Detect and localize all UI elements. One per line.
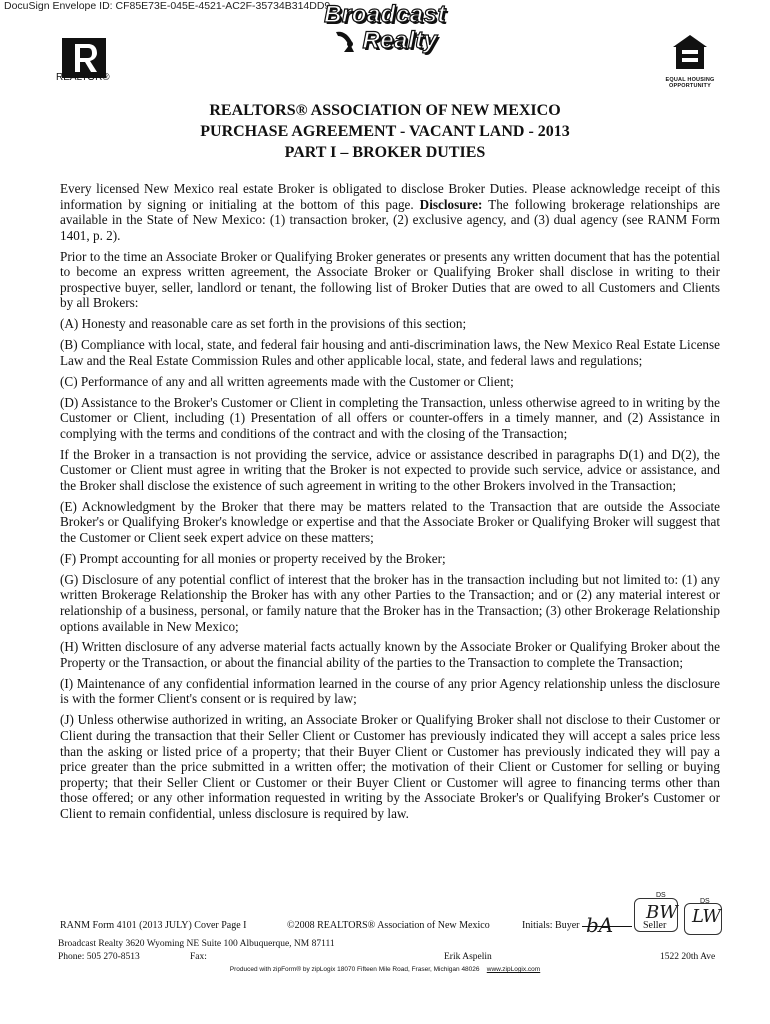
property-address: 1522 20th Ave [660,952,716,962]
duty-b: (B) Compliance with local, state, and federal fair housing and anti-discrimination laws, the New Mexico Real Estate License Law and the Real Estate Commission Rules and other applicable local, state, and federal laws and regulations; [60,337,720,368]
intro-text-1: Every licensed New Mexico real estate Broker is obligated to disclose Broker Duties. Please acknowledge receipt of this information by signing or initialing at the bottom of this page. [60,181,720,212]
duty-g: (G) Disclosure of any potential conflict of interest that the broker has in the transaction including but not limited to: (1) any written Brokerage Relationship the Broker has with any other Parties to the Transaction; and or (2) any material interest or relationship of a business, personal, or family nature that the Broker has in the Transaction; (3) other Brokerage Relationship options available in New Mexico; [60,571,720,634]
initials-buyer-label: Initials: Buyer [522,920,580,931]
document-body [60,181,720,827]
produced-text: Produced with zipForm® by zipLogix 18070 Fifteen Mile Road, Fraser, Michigan 48026 [229,966,480,973]
equal-housing-logo [664,32,716,89]
eho-line-1: EQUAL HOUSING [665,77,715,83]
copyright: ©2008 REALTORS® Association of New Mexico [287,920,490,931]
duty-j: (J) Unless otherwise authorized in writing, an Associate Broker or Qualifying Broker shall not disclose to their Customer or Client during the transaction that their Seller Client or Customer has previously indicated they will accept a sales price less than the asking or listed price of a property; that their Buyer Client or Customer has previously indicated they will pay a price greater than the price submitted in a written offer; the motivation of their Client or Customer for selling or buying property; that their Seller Client or Customer or their Buyer Client or Customer will agree to financing terms other than those offered; or any other information requested in writing by the Associate Broker's or Qualifying Broker's Customer or Client to remain confidential, unless disclosure is required by law. [60,712,720,821]
intro-text-2: The following brokerage relationships are available in the State of New Mexico: (1) transaction broker, (2) exclusive agency, and (3) dual agency (see RANM Form 1401, p. 2). [60,196,720,243]
buyer-initials-line[interactable] [582,926,632,927]
duty-i: (I) Maintenance of any confidential information learned in the course of any prior Agency relationship unless the disclosure is with the former Client's consent or is required by law; [60,675,720,707]
seller-initials-1: BW [646,902,678,923]
agent-name: Erik Aspelin [444,952,492,962]
broadcast-realty-logo [310,2,460,54]
duty-a: (A) Honesty and reasonable care as set forth in the provisions of this section; [60,316,467,332]
broker-phone: Phone: 505 270-8513 [58,952,140,962]
realtor-label: REALTOR® [56,72,110,83]
form-id: RANM Form 4101 (2013 JULY) Cover Page I [60,920,247,931]
brand-line-1: Broadcast [324,1,446,28]
buyer-initials: bA [586,913,614,937]
produced-by-line [0,966,770,973]
docusign-envelope-id: DocuSign Envelope ID: CF85E73E-045E-4521-AC2F-35734B314DD9 [4,0,331,12]
broker-address: Broadcast Realty 3620 Wyoming NE Suite 100 Albuquerque, NM 87111 [58,939,335,949]
paragraph-prior: Prior to the time an Associate Broker or Qualifying Broker generates or presents any written document that has the potential to become an express written agreement, the Associate Broker or Qualifying Broker shall disclose in writing to their prospective buyer, seller, landlord or tenant, the following list of Broker Duties that are owed to all Customers and Clients by all Brokers: [60,248,720,311]
page-footer [60,920,720,964]
document-title-block [0,100,770,163]
ziplogix-link[interactable]: www.zipLogix.com [486,966,541,973]
equal-housing-house-icon [670,32,710,72]
brand-line-2: Realty [362,27,438,54]
duty-c: (C) Performance of any and all written agreements made with the Customer or Client; [60,373,514,389]
title-part: PART I – BROKER DUTIES [284,144,486,161]
duty-f: (F) Prompt accounting for all monies or property received by the Broker; [60,550,446,566]
paragraph-if-broker: If the Broker in a transaction is not providing the service, advice or assistance described in paragraphs D(1) and D(2), the Customer or Client must agree in writing that the Broker is not expected to provide such service, advice or assistance, and the Broker shall disclose the existence of such agreement in writing to the other Brokers involved in the Transaction; [60,446,720,493]
docusign-stamp-2: DS [700,898,710,905]
seller-label: Seller [643,920,667,931]
broker-fax: Fax: [190,952,207,962]
eho-line-2: OPPORTUNITY [669,83,711,89]
duty-h: (H) Written disclosure of any adverse material facts actually known by the Associate Broker or Qualifying Broker about the Property or the Transaction, or about the financial ability of the parties to the Transaction to complete the Transaction; [60,639,720,670]
duty-d: (D) Assistance to the Broker's Customer or Client in completing the Transaction, unless otherwise agreed to in writing by the Customer or Client, including (1) Presentation of all offers or counter-offers in a timely manner, and (2) Assistance in complying with the terms and conditions of the contract and with the closing of the Transaction; [60,394,720,441]
title-agreement: PURCHASE AGREEMENT - VACANT LAND - 2013 [200,123,570,140]
title-association: REALTORS® ASSOCIATION OF NEW MEXICO [209,102,561,119]
broadcast-antenna-icon [332,28,360,54]
duty-e: (E) Acknowledgment by the Broker that there may be matters related to the Transaction that are outside the Associate Broker's or Qualifying Broker's knowledge or expertise and that the Associate Broker or Qualifying Broker will suggest that the Customer or Client seek expert advice on these matters; [60,498,720,545]
disclosure-label: Disclosure: [419,196,483,212]
intro-paragraph [60,181,720,243]
seller-initials-2: LW [692,906,721,927]
docusign-stamp-1: DS [656,892,666,899]
